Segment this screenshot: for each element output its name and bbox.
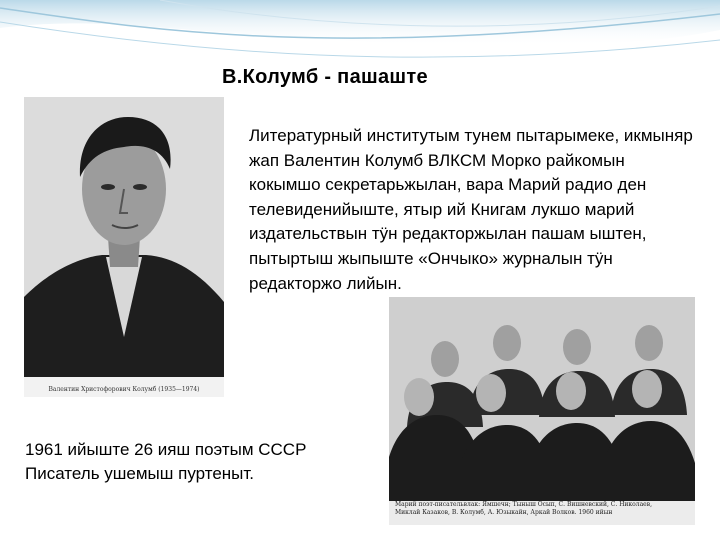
group-photo <box>389 297 695 525</box>
group-photo-caption <box>395 501 691 517</box>
group-photo-caption-line-2: Миклай Казаков, В. Колумб, А. Юзыкайн, Аркай Волков. 1960 ийын <box>395 509 613 516</box>
group-photo-caption-line-1: Марий поэт-писательвлак: Ямшечн; Тыныш Осып, С. Вишневский, С. Николаев, <box>395 501 653 508</box>
footer-paragraph: 1961 ийыште 26 ияш поэтым СССР Писатель ушемыш пуртеныт. <box>25 440 307 483</box>
portrait-photo <box>24 97 224 397</box>
group-photo-illustration <box>389 297 695 525</box>
slide-title: В.Колумб - пашаште <box>222 66 428 88</box>
main-paragraph: Литературный институтым тунем пытарымеке, икмыняр жап Валентин Колумб ВЛКСМ Морко райкомын кокымшо секретарьжылан, вара Марий радио ден телевиденийыште, ятыр ий Книгам лукшо марий издательствын тӱн редакторжылан пашам ыштен, пытыртыш жыпыште «Ончыко» журналын тӱн редакторжо лийын. <box>249 126 693 293</box>
portrait-caption: Валентин Христофорович Колумб (1935—1974) <box>48 386 200 393</box>
portrait-illustration <box>24 97 224 397</box>
